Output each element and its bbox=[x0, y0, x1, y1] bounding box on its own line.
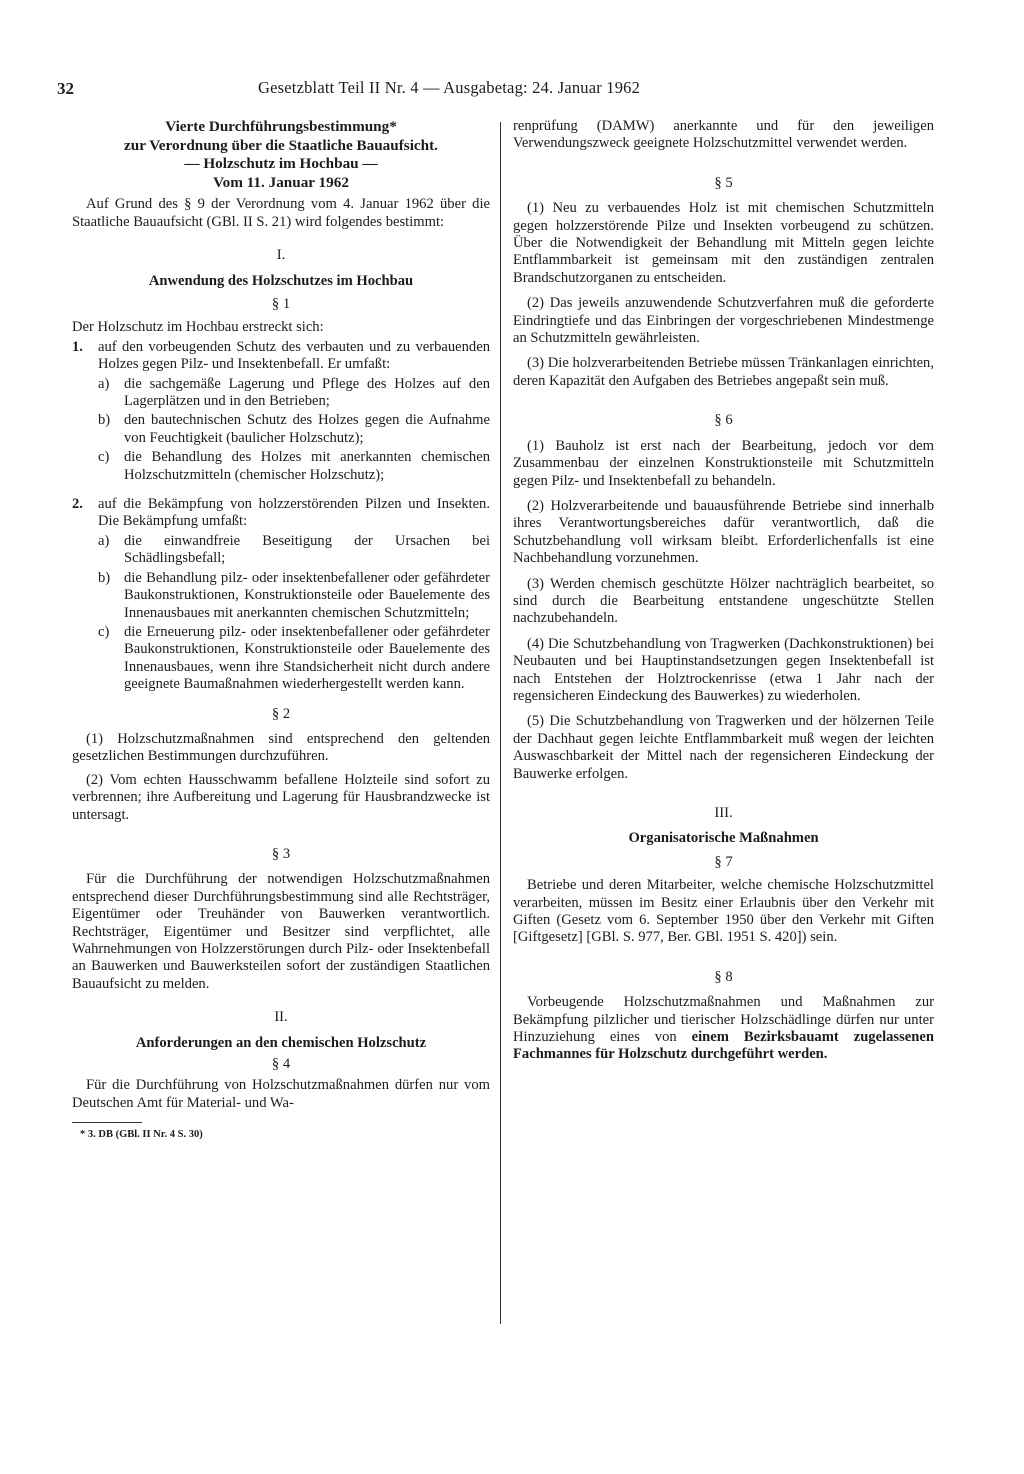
section-6-paragraph-3: (3) Werden chemisch geschützte Hölzer nachträglich bearbeitet, so sind durch die Bearbeitung entstandene ungeschützte Stellen nachzubehandeln. bbox=[513, 575, 934, 627]
running-header: Gesetzblatt Teil II Nr. 4 — Ausgabetag: 24. Januar 1962 bbox=[258, 78, 641, 97]
section-1-item-1-b bbox=[98, 412, 490, 447]
section-7-heading: § 7 bbox=[714, 853, 733, 870]
item-text: auf den vorbeugenden Schutz des verbauten und zu verbauenden Holzes gegen Pilz- und Insektenbefall. Er umfaßt: bbox=[98, 338, 490, 373]
section-7-paragraph-1: Betriebe und deren Mitarbeiter, welche chemische Holzschutzmittel verarbeiten, müssen im Besitz einer Erlaubnis über den Verkehr mit Giften (Gesetz vom 6. September 1950 über den Verkehr mit Giften [Giftgesetz] [GBl. S. 977, Ber. GBl. 1951 S. 420]) sein. bbox=[513, 877, 934, 946]
item-text: die Erneuerung pilz- oder insektenbefallener oder gefährdeter Baukonstruktionen, Konstruktionsteile oder Bauelemente des Innenausbaues, wenn ihre Standsicherheit nicht durch andere geeignete Baumaßnahmen wiederhergestellt werden kann. bbox=[124, 623, 490, 693]
document-date: Vom 11. Januar 1962 bbox=[213, 173, 349, 191]
section-4-paragraph-1: Für die Durchführung von Holzschutzmaßnahmen dürfen nur vom Deutschen Amt für Material- und Wa- bbox=[72, 1077, 490, 1111]
section-1-item-1-c bbox=[98, 449, 490, 484]
section-2-paragraph-2: (2) Vom echten Hausschwamm befallene Holzteile sind sofort zu verbrennen; ihre Aufbereitung und Lagerung für Hausbrandzwecke ist untersagt. bbox=[72, 771, 490, 823]
section-8-text-bold: einem Bezirksbauamt zugelassenen Fachmannes für Holzschutz durchgeführt werden. bbox=[513, 1029, 934, 1063]
part-1-number: I. bbox=[276, 247, 286, 264]
item-text: die einwandfreie Beseitigung der Ursachen bei Schädlingsbefall; bbox=[124, 532, 490, 567]
section-8-paragraph-1 bbox=[513, 994, 934, 1064]
document-title-line-1: Vierte Durchführungsbestimmung* bbox=[165, 118, 397, 135]
document-title-line-3: — Holzschutz im Hochbau — bbox=[184, 155, 378, 173]
column-divider bbox=[500, 122, 501, 1324]
section-3-heading: § 3 bbox=[271, 845, 291, 862]
item-text: auf die Bekämpfung von holzzerstörenden Pilzen und Insekten. Die Bekämpfung umfaßt: bbox=[98, 496, 490, 530]
item-text: die Behandlung des Holzes mit anerkannten chemischen Holzschutzmitteln (chemischer Holzschutz); bbox=[124, 449, 490, 483]
footnote: * 3. DB (GBl. II Nr. 4 S. 30) bbox=[80, 1129, 203, 1141]
preamble: Auf Grund des § 9 der Verordnung vom 4. Januar 1962 über die Staatliche Bauaufsicht (GBl. II S. 21) wird folgendes bestimmt: bbox=[72, 196, 490, 230]
section-1-item-1-a bbox=[98, 376, 490, 411]
section-1-intro: Der Holzschutz im Hochbau erstreckt sich: bbox=[72, 319, 324, 336]
part-1-heading: Anwendung des Holzschutzes im Hochbau bbox=[148, 272, 414, 289]
section-6-paragraph-5: (5) Die Schutzbehandlung von Tragwerken und der hölzernen Teile der Dachhaut gegen leichte Entflammbarkeit muß wegen der leichten Auswaschbarkeit der Mittel nach der regensicheren Eindeckung der Bauwerke erfolgen. bbox=[513, 713, 934, 782]
item-number: 2. bbox=[72, 496, 83, 513]
item-label: b) bbox=[98, 569, 111, 586]
part-3-number: III. bbox=[714, 805, 733, 821]
section-5-heading: § 5 bbox=[714, 174, 733, 191]
section-3-paragraph-1: Für die Durchführung der notwendigen Holzschutzmaßnahmen entsprechend dieser Durchführungsbestimmung sind alle Rechtsträger, Eigentümer oder Treuhänder von Bauwerken verantwortlich. Rechtsträger, Eigentümer und Besitzer sind verpflichtet, alle Wahrnehmungen von Holzzerstörungen durch Pilz- oder Insektenbefall an Bauwerken und Bauwerksteilen sofort der zuständigen Staatlichen Bauaufsicht zu melden. bbox=[72, 871, 490, 992]
section-6-paragraph-1: (1) Bauholz ist erst nach der Bearbeitung, jedoch vor dem Zusammenbau der einzelnen Konstruktionsteile mit Schutzmitteln gegen Pilz- und Insektenbefall zu behandeln. bbox=[513, 437, 934, 489]
section-2-heading: § 2 bbox=[271, 705, 291, 722]
item-number: 1. bbox=[72, 338, 83, 355]
footnote-divider bbox=[72, 1122, 142, 1123]
part-2-heading: Anforderungen an den chemischen Holzschutz bbox=[135, 1034, 427, 1051]
left-column bbox=[72, 118, 490, 1144]
section-1-item-2-b bbox=[98, 570, 490, 622]
section-8-text: Vorbeugende Holzschutzmaßnahmen und Maßnahmen zur Bekämpfung pilzlicher und tierischer Holzschädlinge dürfen nur unter Hinzuziehung eines von bbox=[513, 994, 934, 1046]
section-4-continuation: renprüfung (DAMW) anerkannte und für den jeweiligen Verwendungszweck geeignete Holzschutzmittel verwendet werden. bbox=[513, 118, 934, 152]
item-label: a) bbox=[98, 532, 110, 549]
item-label: b) bbox=[98, 412, 111, 429]
section-6-paragraph-4: (4) Die Schutzbehandlung von Tragwerken (Dachkonstruktionen) bei Neubauten und bei Hauptinstandsetzungen gegen Insektenbefall ist nach Entstehen der Holztrockenrisse (etwa 1 Jahr nach der regensicheren Eindeckung des Bauwerkes) zu wiederholen. bbox=[513, 635, 934, 704]
page-number: 32 bbox=[57, 79, 74, 98]
item-text: den bautechnischen Schutz des Holzes gegen die Aufnahme von Feuchtigkeit (baulicher Holzschutz); bbox=[124, 412, 490, 446]
item-label: c) bbox=[98, 449, 110, 466]
section-2-paragraph-1: (1) Holzschutzmaßnahmen sind entsprechend den geltenden gesetzlichen Bestimmungen durchzuführen. bbox=[72, 730, 490, 765]
section-1-item-2 bbox=[72, 496, 490, 531]
section-1-item-2-a bbox=[98, 533, 490, 568]
part-3-heading: Organisatorische Maßnahmen bbox=[628, 830, 819, 847]
section-6-paragraph-2: (2) Holzverarbeitende und bauausführende Betriebe sind innerhalb ihres Verantwortungsbereiches dafür verantwortlich, daß die Schutzbehandlung voll wirksam bleibt. Erforderlichenfalls ist eine Nachbehandlung vorzunehmen. bbox=[513, 497, 934, 567]
section-1-item-2-c bbox=[98, 624, 490, 694]
part-2-number: II. bbox=[274, 1009, 288, 1026]
section-8-heading: § 8 bbox=[714, 968, 733, 985]
section-5-paragraph-1: (1) Neu zu verbauendes Holz ist mit chemischen Schutzmitteln gegen holzzerstörende Pilze und Insekten vorbeugend zu schützen. Über die Notwendigkeit der Behandlung mit Mitteln gegen leichte Entflammbarkeit ist gemeinsam mit den zuständigen zentralen Brandschutzorganen zu entscheiden. bbox=[513, 200, 934, 286]
section-4-heading: § 4 bbox=[271, 1056, 291, 1073]
item-label: a) bbox=[98, 375, 110, 392]
right-column bbox=[513, 118, 934, 1064]
section-1-heading: § 1 bbox=[271, 296, 291, 312]
section-5-paragraph-2: (2) Das jeweils anzuwendende Schutzverfahren muß die geforderte Eindringtiefe und das Einbringen der vorgeschriebenen Mindestmenge an Schutzmitteln gewährleisten. bbox=[513, 295, 934, 347]
item-label: c) bbox=[98, 623, 110, 640]
document-title-line-2: zur Verordnung über die Staatliche Bauaufsicht. bbox=[124, 136, 438, 154]
section-5-paragraph-3: (3) Die holzverarbeitenden Betriebe müssen Tränkanlagen einrichten, deren Kapazität den Aufgaben des Betriebes angepaßt sein muß. bbox=[513, 355, 934, 389]
item-text: die Behandlung pilz- oder insektenbefallener oder gefährdeter Baukonstruktionen, Konstruktionsteile oder Bauelemente des Innenausbaues mit anerkannten chemischen Schutzmitteln; bbox=[124, 569, 490, 621]
item-text: die sachgemäße Lagerung und Pflege des Holzes auf den Lagerplätzen und in den Betrieben; bbox=[124, 375, 490, 410]
section-1-item-1 bbox=[72, 339, 490, 374]
section-6-heading: § 6 bbox=[714, 412, 733, 429]
